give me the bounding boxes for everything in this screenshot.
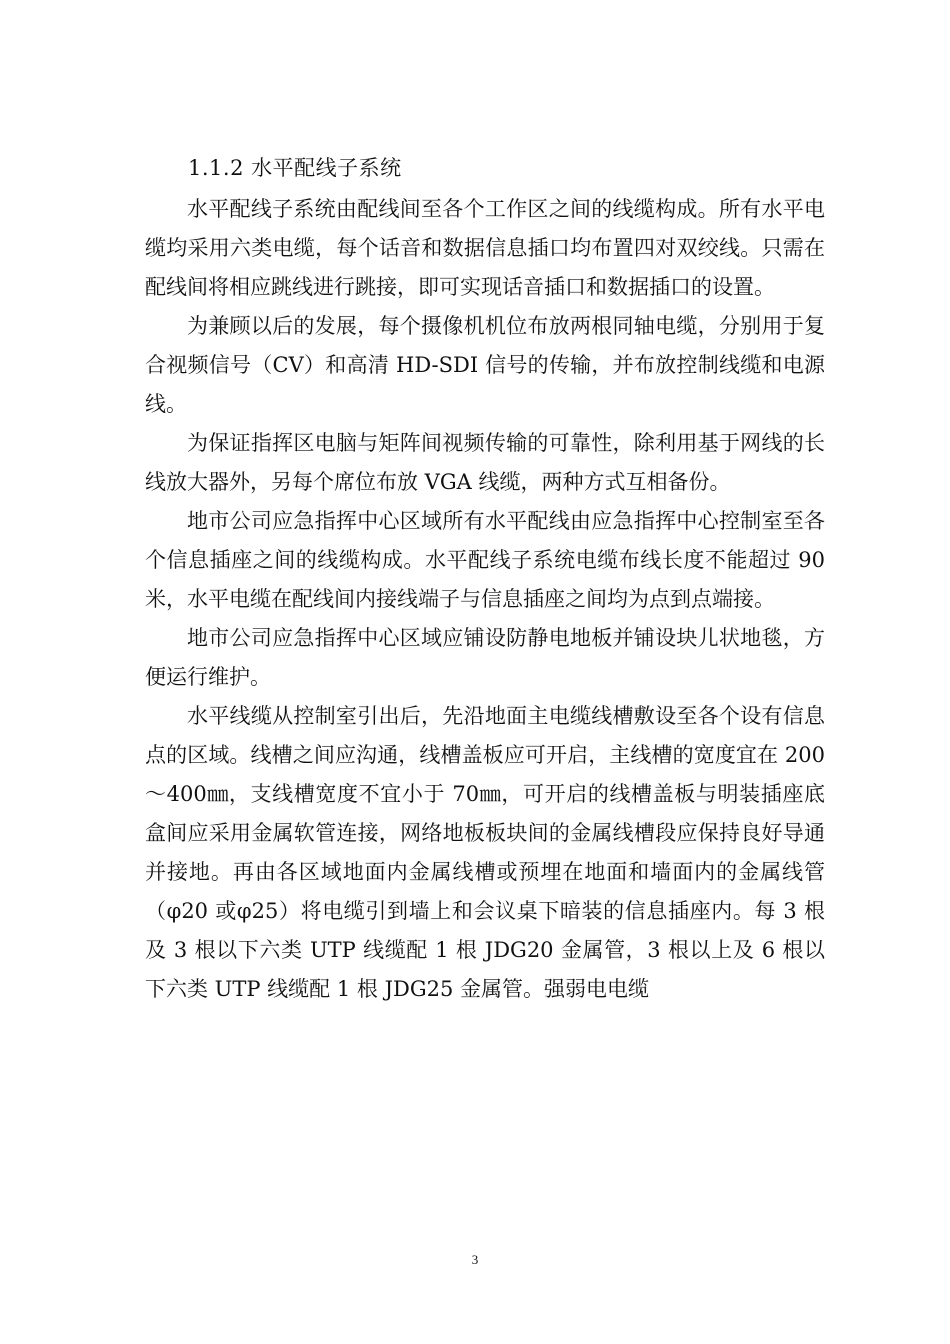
paragraph-cable-routing: 水平线缆从控制室引出后，先沿地面主电缆线槽敷设至各个设有信息点的区域。线槽之间应沟通，线槽盖板应可开启，主线槽的宽度宜在 200～400㎜，支线槽宽度不宜小于 70㎜，可开启的线槽盖板与明装插座底盒间应采用金属软管连接，网络地板板块间的金属线槽段应保持良好导通并接地。再由各区域地面内金属线槽或预埋在地面和墙面内的金属线管（φ20 或φ25）将电缆引到墙上和会议桌下暗装的信息插座内。每 3 根及 3 根以下六类 UTP 线缆配 1 根 JDG20 金属管，3 根以上及 6 根以下六类 UTP 线缆配 1 根 JDG25 金属管。强弱电电缆 [145,704,825,1001]
paragraph-vga-backup: 为保证指挥区电脑与矩阵间视频传输的可靠性，除利用基于网线的长线放大器外，另每个席位布放 VGA 线缆，两种方式互相备份。 [145,431,825,494]
paragraph-cabling-length: 地市公司应急指挥中心区域所有水平配线由应急指挥中心控制室至各个信息插座之间的线缆构成。水平配线子系统电缆布线长度不能超过 90 米，水平电缆在配线间内接线端子与信息插座之间均为点到点端接。 [145,509,825,611]
paragraph-camera-cabling: 为兼顾以后的发展，每个摄像机机位布放两根同轴电缆，分别用于复合视频信号（CV）和高清 HD-SDI 信号的传输，并布放控制线缆和电源线。 [145,314,825,416]
section-heading: 1.1.2 水平配线子系统 [188,156,402,180]
paragraph-antistatic-floor: 地市公司应急指挥中心区域应铺设防静电地板并铺设块儿状地毯，方便运行维护。 [145,626,825,689]
body-text [145,190,825,1009]
page-number: 3 [471,1252,479,1267]
paragraph-horizontal-subsystem: 水平配线子系统由配线间至各个工作区之间的线缆构成。所有水平电缆均采用六类电缆，每个话音和数据信息插口均布置四对双绞线。只需在配线间将相应跳线进行跳接，即可实现话音插口和数据插口的设置。 [145,197,825,299]
